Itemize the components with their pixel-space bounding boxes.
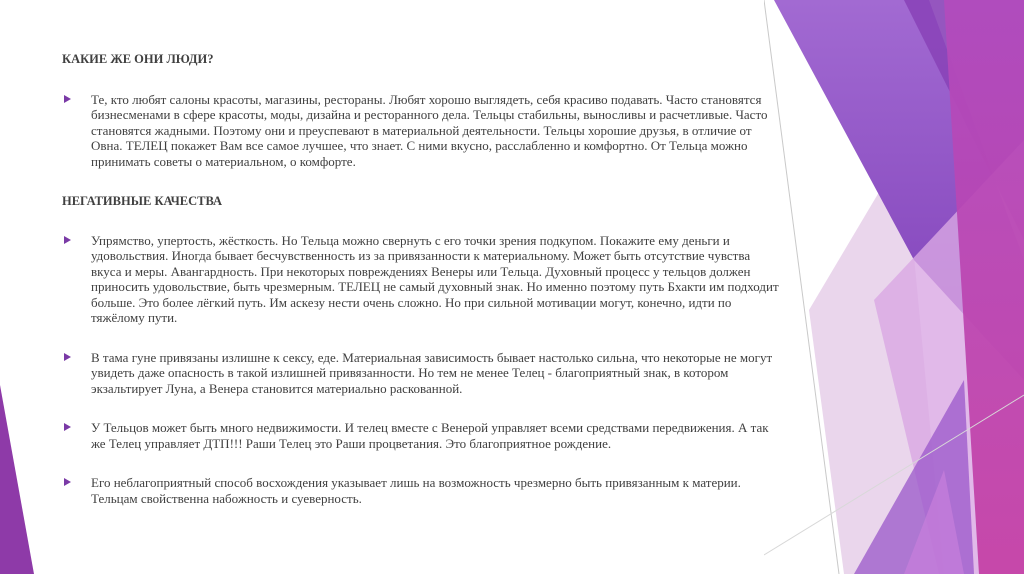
bullet-list-negative — [62, 233, 782, 507]
bullet-text: У Тельцов может быть много недвижимости. И телец вместе с Венерой управляет всеми средствами передвижения. А так же Телец управляет ДТП!!! Раши Телец это Раши процветания. Это благоприятное рождение. — [91, 420, 769, 451]
section-heading-negative: НЕГАТИВНЫЕ КАЧЕСТВА — [62, 194, 223, 208]
bullet-item — [62, 420, 782, 451]
triangle-bullet-icon — [64, 423, 71, 431]
section-heading-people: КАКИЕ ЖЕ ОНИ ЛЮДИ? — [62, 52, 214, 66]
right-decoration — [764, 0, 1024, 574]
triangle-bullet-icon — [64, 353, 71, 361]
bullet-list-people — [62, 92, 782, 170]
bullet-item — [62, 475, 782, 506]
triangle-bullet-icon — [64, 236, 71, 244]
left-accent-decoration — [0, 0, 40, 574]
bullet-text: Упрямство, упертость, жёсткость. Но Тельца можно свернуть с его точки зрения подкупом. Покажите ему деньги и удовольствия. Иногда бывает бесчувственность из за привязанности к материальному. Может быть отсутствие чувства вкуса и меры. Авангардность. При некоторых повреждениях Венеры или Тельца. Духовный процесс у тельцов должен приносить удовольствие, быть чрезмерным. ТЕЛЕЦ не самый духовный знак. Но именно поэтому путь Бхакти им подходит больше. Это более лёгкий путь. Им аскезу нести очень сложно. Но при сильной мотивации могут, конечно, идти по тяжёлому пути. — [91, 232, 779, 325]
slide-content — [62, 52, 782, 506]
bullet-text: В тама гуне привязаны излишне к сексу, еде. Материальная зависимость бывает настолько сильна, что некоторые не могут увидеть даже опасность в такой излишней привязанности. Но тем не менее Телец - благоприятный знак, в котором экзальтирует Луна, а Венера становится материально раскованной. — [91, 349, 773, 396]
triangle-bullet-icon — [64, 95, 71, 103]
bullet-item — [62, 233, 782, 326]
bullet-item — [62, 350, 782, 397]
bullet-text: Его неблагоприятный способ восхождения указывает лишь на возможность чрезмерно быть привязанным к материи. Тельцам свойственна набожность и суеверность. — [91, 475, 741, 506]
triangle-bullet-icon — [64, 478, 71, 486]
bullet-item — [62, 92, 782, 170]
bullet-text: Те, кто любят салоны красоты, магазины, рестораны. Любят хорошо выглядеть, себя красиво подавать. Часто становятся бизнесменами в сфере красоты, моды, дизайна и ресторанного дела. Тельцы стабильны, выносливы и расчетливые. Часто становятся жадными. Поэтому они и преуспевают в материальной деятельности. Тельцы хорошие друзья, в отличие от Овна. ТЕЛЕЦ покажет Вам все самое лучшее, что знает. С ними вкусно, расслабленно и комфортно. От Тельца можно принимать советы о материальном, о комфорте. — [91, 91, 768, 169]
